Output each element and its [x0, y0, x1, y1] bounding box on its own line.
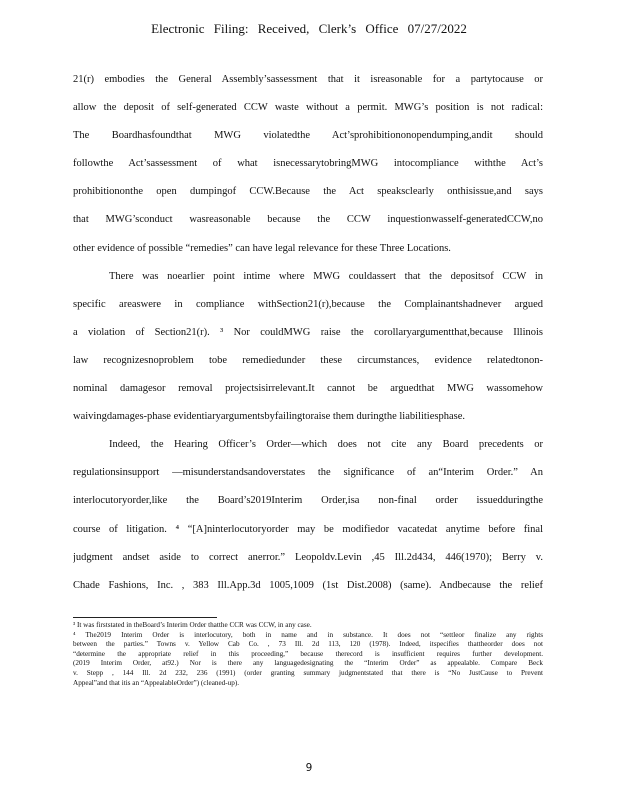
body-line: Indeed, the Hearing Officer’s Order—which does not cite any Board precedents or	[109, 439, 543, 451]
body-line: nominal damagesor removal projectsisirrelevant.It cannot be arguedthat MWG wassomehow	[73, 383, 543, 395]
footnote-line: ⁴ The2019 Interim Order is interlocutory, both in name and in substance. It does not “settleor finalize any rights	[73, 630, 543, 639]
body-line: The Boardhasfoundthat MWG violatedthe Act’sprohibitiononopendumping,andit should	[73, 130, 543, 142]
body-line: prohibitiononthe open dumpingof CCW.Because the Act speaksclearly onthisissue,and says	[73, 186, 543, 198]
body-line: regulationsinsupport —misunderstandsandoverstates the significance of an“Interim Order.” An	[73, 467, 543, 479]
body-line: allow the deposit of self-generated CCW waste without a permit. MWG’s position is not radical:	[73, 102, 543, 114]
filing-header: Electronic Filing: Received, Clerk’s Office 07/27/2022	[151, 21, 467, 36]
footnote-line: between the parties.” Towns v. Yellow Cab Co. , 73 Ill. 2d 113, 120 (1978). Indeed, itspecifies thattheorder does not	[73, 640, 543, 649]
footnote-line: “determine the appropriate relief in this proceeding,” because therecord is insufficient requires further development.	[73, 649, 543, 658]
body-text	[73, 72, 543, 606]
body-line: course of litigation. ⁴ “[A]ninterlocutoryorder may be modifiedor vacatedat anytime before final	[73, 523, 543, 535]
body-line: a violation of Section21(r). ³ Nor couldMWG raise the corollaryargumentthat,because Illinois	[73, 326, 543, 338]
body-line: judgment andset aside to correct anerror.” Leopoldv.Levin ,45 Ill.2d434, 446(1970); Berry v.	[73, 551, 543, 563]
body-line: followthe Act’sassessment of what isnecessarytobringMWG intocompliance withthe Act’s	[73, 158, 543, 170]
body-line: interlocutoryorder,like the Board’s2019Interim Order,isa non-final order issuedduringthe	[73, 495, 543, 507]
body-line: that MWG’sconduct wasreasonable because the CCW inquestionwasself-generatedCCW,no	[73, 214, 543, 226]
body-line: specific areaswere in compliance withSection21(r),because the Complainantshadnever argued	[73, 298, 543, 310]
footnotes	[73, 621, 543, 688]
page-number: 9	[305, 762, 313, 774]
footnote-line: (2019 Interim Order, at92.) Nor is there any languagedesignating the “Interim Order” as appealable. Compare Beck	[73, 659, 543, 668]
footnote-line: ³ It was firststated in theBoard’s Interim Order thatthe CCR was CCW, in any case.	[73, 621, 312, 629]
body-line: Chade Fashions, Inc. , 383 Ill.App.3d 1005,1009 (1st Dist.2008) (same). Andbecause the relief	[73, 579, 543, 591]
body-line: waivingdamages-phase evidentiaryargumentsbyfailingtoraise them duringthe liabilitiesphase.	[73, 411, 465, 423]
footnote-line: v. Stepp , 144 Ill. 2d 232, 236 (1991) (order granting summary judgmentstated that there is “No JustCause to Prevent	[73, 668, 543, 677]
footnote-divider	[73, 617, 217, 618]
body-line: law recognizesnoproblem tobe remediedunder these circumstances, evidence relatedtonon-	[73, 354, 543, 366]
body-line: There was noearlier point intime where MWG couldassert that the depositsof CCW in	[109, 270, 543, 282]
body-line: other evidence of possible “remedies” can have legal relevance for these Three Locations.	[73, 242, 451, 254]
footnote-line: Appeal”and that itis an “AppealableOrder”) (cleaned-up).	[73, 678, 240, 687]
body-line: 21(r) embodies the General Assembly’sassessment that it isreasonable for a partytocause or	[73, 74, 543, 85]
